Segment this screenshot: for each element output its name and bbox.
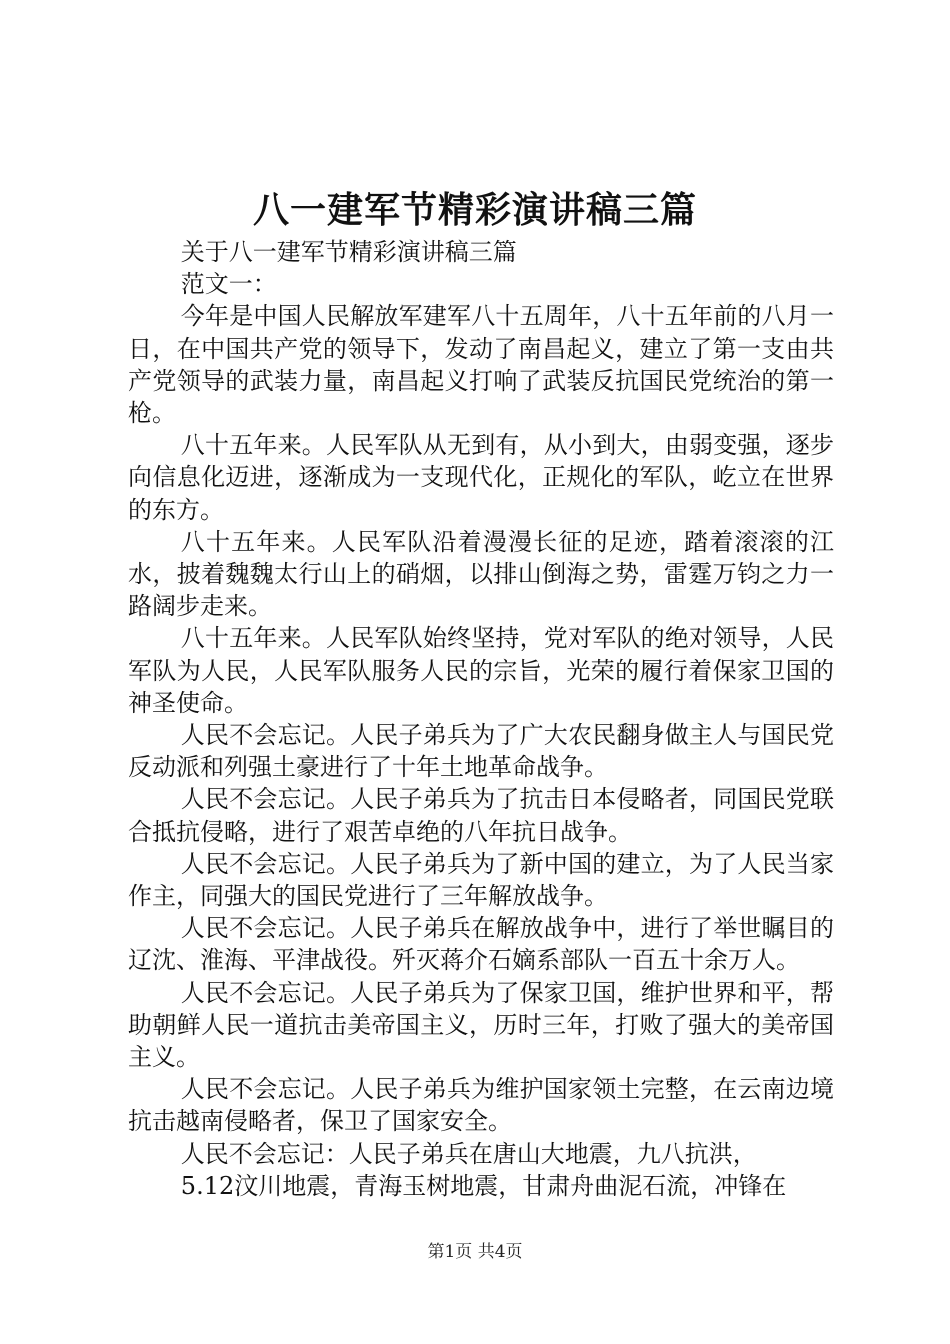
- paragraph: 5.12汶川地震，青海玉树地震，甘肃舟曲泥石流，冲锋在: [180, 1171, 787, 1200]
- paragraph-section-label: 范文一：: [180, 270, 277, 299]
- paragraph: 八十五年来。人民军队沿着漫漫长征的足迹，踏着滚滚的江水，披着魏魏太行山上的硝烟，以排山倒海之势，雷霆万钧之力一路阔步走来。: [128, 527, 834, 621]
- document-body: [128, 236, 834, 1202]
- paragraph: 人民不会忘记：人民子弟兵在唐山大地震，九八抗洪，: [180, 1139, 757, 1168]
- paragraph: 八十五年来。人民军队始终坚持，党对军队的绝对领导，人民军队为人民，人民军队服务人民的宗旨，光荣的履行着保家卫国的神圣使命。: [128, 624, 834, 717]
- paragraph: 人民不会忘记。人民子弟兵为了保家卫国，维护世界和平，帮助朝鲜人民一道抗击美帝国主义，历时三年，打败了强大的美帝国主义。: [128, 978, 834, 1072]
- paragraph: 人民不会忘记。人民子弟兵为了广大农民翻身做主人与国民党反动派和列强土豪进行了十年土地革命战争。: [128, 721, 834, 782]
- document-title: 八一建军节精彩演讲稿三篇: [252, 189, 697, 231]
- paragraph-heading: 关于八一建军节精彩演讲稿三篇: [180, 238, 517, 266]
- paragraph: 人民不会忘记。人民子弟兵为了抗击日本侵略者，同国民党联合抵抗侵略，进行了艰苦卓绝的八年抗日战争。: [128, 785, 834, 846]
- paragraph: 人民不会忘记。人民子弟兵为了新中国的建立，为了人民当家作主，同强大的国民党进行了三年解放战争。: [128, 849, 834, 911]
- paragraph: 今年是中国人民解放军建军八十五周年，八十五年前的八月一日，在中国共产党的领导下，发动了南昌起义，建立了第一支由共产党领导的武装力量，南昌起义打响了武装反抗国民党统治的第一枪。: [128, 302, 834, 428]
- paragraph: 八十五年来。人民军队从无到有，从小到大，由弱变强，逐步向信息化迈进，逐渐成为一支现代化，正规化的军队，屹立在世界的东方。: [128, 431, 834, 524]
- paragraph: 人民不会忘记。人民子弟兵为维护国家领土完整，在云南边境抗击越南侵略者，保卫了国家安全。: [128, 1075, 834, 1136]
- page-number-footer: 第1页 共4页: [427, 1242, 523, 1262]
- paragraph: 人民不会忘记。人民子弟兵在解放战争中，进行了举世瞩目的辽沈、淮海、平津战役。歼灭蒋介石嫡系部队一百五十余万人。: [128, 914, 834, 975]
